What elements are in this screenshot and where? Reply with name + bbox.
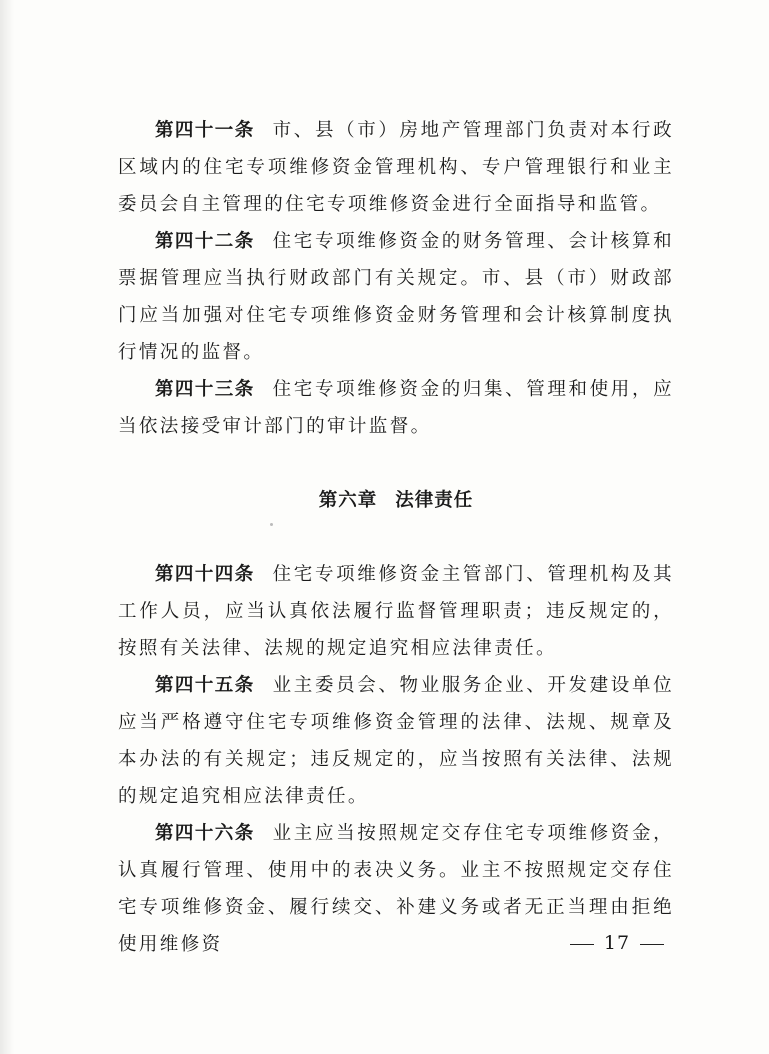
spacer	[118, 445, 674, 482]
chapter-title: 法律责任	[395, 490, 474, 511]
article-text: 住宅专项维修资金主管部门、管理机构及其工作人员，应当认真依法履行监督管理职责；违反规定的，按照有关法律、法规的规定追究相应法律责任。	[118, 564, 674, 659]
article-44	[118, 556, 674, 667]
page-number-dash-right	[640, 944, 664, 945]
scan-edge-shadow	[0, 0, 14, 1054]
article-number: 第四十二条	[155, 231, 255, 252]
page-number-value: 17	[603, 932, 631, 954]
article-45	[118, 667, 674, 815]
chapter-heading	[118, 482, 674, 519]
article-number: 第四十一条	[155, 120, 255, 141]
article-number: 第四十五条	[155, 675, 255, 696]
article-41	[118, 112, 674, 223]
article-number: 第四十四条	[155, 564, 255, 585]
article-43	[118, 371, 674, 445]
article-text: 市、县（市）房地产管理部门负责对本行政区域内的住宅专项维修资金管理机构、专户管理银行和业主委员会自主管理的住宅专项维修资金进行全面指导和监管。	[118, 120, 674, 215]
article-text: 业主委员会、物业服务企业、开发建设单位应当严格遵守住宅专项维修资金管理的法律、法规、规章及本办法的有关规定；违反规定的，应当按照有关法律、法规的规定追究相应法律责任。	[118, 675, 674, 807]
article-text: 住宅专项维修资金的归集、管理和使用，应当依法接受审计部门的审计监督。	[118, 379, 674, 437]
spacer	[118, 519, 674, 556]
article-number: 第四十三条	[155, 379, 255, 400]
page-content	[118, 112, 674, 963]
page-number-dash-left	[570, 944, 594, 945]
page-number	[552, 928, 682, 958]
article-text: 业主应当按照规定交存住宅专项维修资金，认真履行管理、使用中的表决义务。业主不按照规定交存住宅专项维修资金、履行续交、补建义务或者无正当理由拒绝使用维修资	[118, 823, 674, 955]
article-42	[118, 223, 674, 371]
chapter-number: 第六章	[318, 490, 378, 511]
article-text: 住宅专项维修资金的财务管理、会计核算和票据管理应当执行财政部门有关规定。市、县（市）财政部门应当加强对住宅专项维修资金财务管理和会计核算制度执行情况的监督。	[118, 231, 674, 363]
article-number: 第四十六条	[155, 823, 255, 844]
